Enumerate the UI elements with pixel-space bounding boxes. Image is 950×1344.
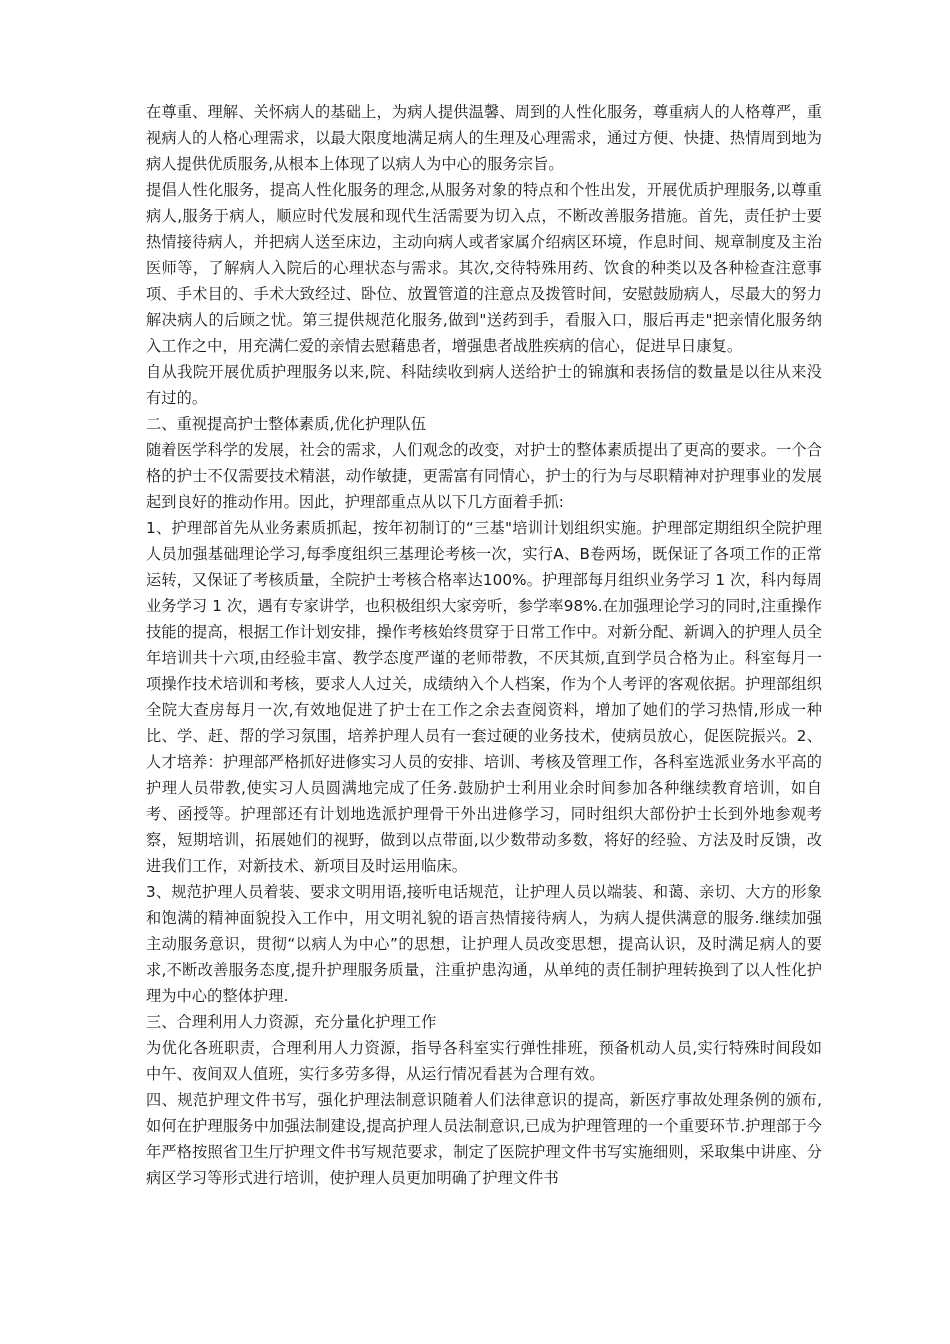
paragraph-banners-and-letters: 自从我院开展优质护理服务以来,院、科陆续收到病人送给护士的锦旗和表扬信的数量是以往从来没有过的。 [146,363,822,407]
paragraph-humanized-service-intro: 在尊重、理解、关怀病人的基础上，为病人提供温馨、周到的人性化服务，尊重病人的人格尊严，重视病人的人格心理需求，以最大限度地满足病人的生理及心理需求，通过方便、快捷、热情周到地为病人提供优质服务,从根本上体现了以病人为中心的服务宗旨。 [146,103,822,173]
paragraph-nursing-documentation: 四、规范护理文件书写，强化护理法制意识随着人们法律意识的提高，新医疗事故处理条例的颁布,如何在护理服务中加强法制建设,提高护理人员法制意识,已成为护理管理的一个重要环节.护理部于今年严格按照省卫生厅护理文件书写规范要求，制定了医院护理文件书写实施细则，采取集中讲座、分病区学习等形式进行培训，使护理人员更加明确了护理文件书 [146,1091,822,1187]
section-heading-3: 三、合理利用人力资源，充分量化护理工作 [146,1013,437,1031]
paragraph-dress-and-language-standards: 3、规范护理人员着装、要求文明用语,接听电话规范，让护理人员以端装、和蔼、亲切、大方的形象和饱满的精神面貌投入工作中，用文明礼貌的语言热情接待病人，为病人提供满意的服务.继续加强主动服务意识，贯彻“以病人为中心”的思想，让护理人员改变思想，提高认识，及时满足病人的要求,不断改善服务态度,提升护理服务质量，注重护患沟通，从单纯的责任制护理转换到了以人性化护理为中心的整体护理. [146,883,822,1005]
paragraph-humanized-service-measures: 提倡人性化服务，提高人性化服务的理念,从服务对象的特点和个性出发，开展优质护理服务,以尊重病人,服务于病人，顺应时代发展和现代生活需要为切入点，不断改善服务措施。首先，责任护士要热情接待病人，并把病人送至床边，主动向病人或者家属介绍病区环境，作息时间、规章制度及主治医师等，了解病人入院后的心理状态与需求。其次,交待特殊用药、饮食的种类以及各种检查注意事项、手术目的、手术大致经过、卧位、放置管道的注意点及拨管时间，安慰鼓励病人，尽最大的努力解决病人的后顾之忧。第三提供规范化服务,做到"送药到手，看服入口，服后再走"把亲情化服务纳入工作之中，用充满仁爱的亲情去慰藉患者，增强患者战胜疾病的信心，促进早日康复。 [146,181,822,355]
section-heading-2: 二、重视提高护士整体素质,优化护理队伍 [146,415,427,433]
document-body [146,99,822,1191]
paragraph-nurse-quality-requirements: 随着医学科学的发展，社会的需求，人们观念的改变，对护士的整体素质提出了更高的要求。一个合格的护士不仅需要技术精湛，动作敏捷，更需富有同情心，护士的行为与尽职精神对护理事业的发展起到良好的推动作用。因此，护理部重点从以下几方面着手抓: [146,441,822,511]
paragraph-flexible-scheduling: 为优化各班职责，合理利用人力资源，指导各科室实行弹性排班，预备机动人员,实行特殊时间段如中午、夜间双人值班，实行多劳多得，从运行情况看甚为合理有效。 [146,1039,822,1083]
paragraph-training-and-talent: 1、护理部首先从业务素质抓起，按年初制订的“三基"培训计划组织实施。护理部定期组织全院护理人员加强基础理论学习,每季度组织三基理论考核一次，实行A、B卷两场，既保证了各项工作的正常运转，又保证了考核质量，全院护士考核合格率达100%。护理部每月组织业务学习 1 次，科内每周业务学习 1 次，遇有专家讲学，也积极组织大家旁听，参学率98%.在加强理论学习的同时,注重操作技能的提高，根据工作计划安排，操作考核始终贯穿于日常工作中。对新分配、新调入的护理人员全年培训共十六项,由经验丰富、教学态度严谨的老师带教，不厌其烦,直到学员合格为止。科室每月一项操作技术培训和考核，要求人人过关，成绩纳入个人档案，作为个人考评的客观依据。护理部组织全院大查房每月一次,有效地促进了护士在工作之余去查阅资料，增加了她们的学习热情,形成一种比、学、赶、帮的学习氛围，培养护理人员有一套过硬的业务技术，使病员放心，促医院振兴。2、人才培养：护理部严格抓好进修实习人员的安排、培训、考核及管理工作，各科室选派业务水平高的护理人员带教,使实习人员圆满地完成了任务.鼓励护士利用业余时间参加各种继续教育培训，如自考、函授等。护理部还有计划地选派护理骨干外出进修学习，同时组织大部份护士长到外地参观考察，短期培训，拓展她们的视野，做到以点带面,以少数带动多数，将好的经验、方法及时反馈，改进我们工作，对新技术、新项目及时运用临床。 [146,519,822,875]
